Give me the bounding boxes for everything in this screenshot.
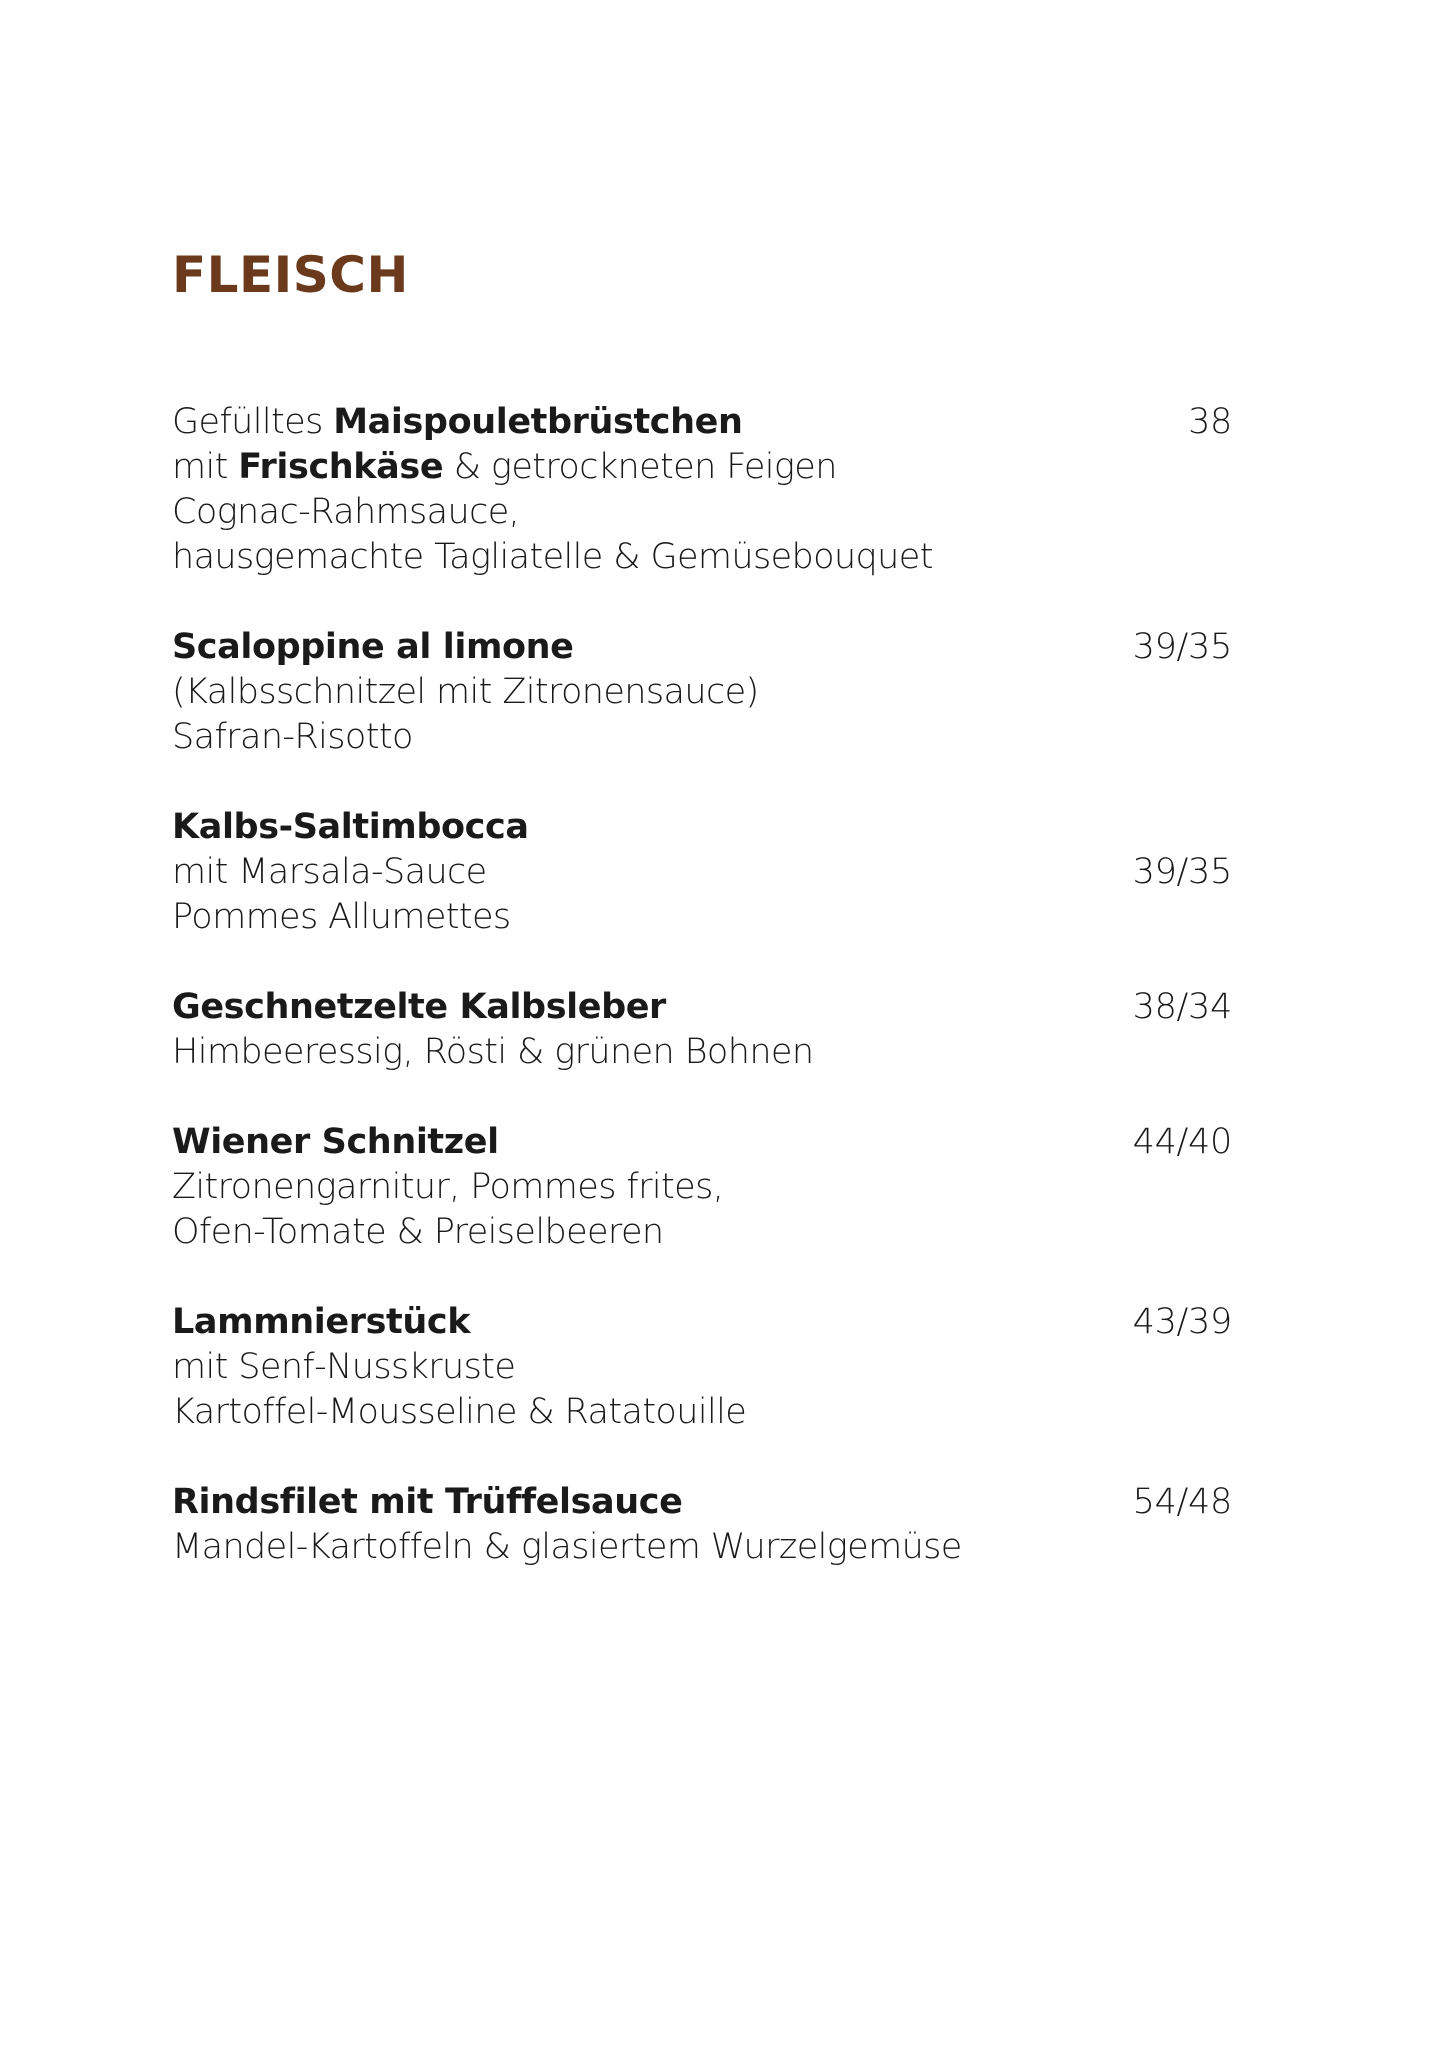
item-text: Zitronengarnitur, Pommes frites, <box>172 1167 724 1207</box>
menu-section-title: FLEISCH <box>172 246 409 304</box>
item-text: Ofen-Tomate & Preiselbeeren <box>172 1212 664 1252</box>
item-name: Rindsfilet mit Trüffelsauce <box>172 1482 683 1522</box>
item-price: 39/35 <box>1132 852 1232 892</box>
item-price: 44/40 <box>1132 1122 1232 1162</box>
item-line <box>172 805 1232 850</box>
item-price: 38 <box>1188 402 1232 442</box>
item-price: 38/34 <box>1132 987 1232 1027</box>
item-text: Gefülltes <box>172 402 334 442</box>
item-text: Cognac-Rahmsauce, <box>172 492 520 532</box>
menu-item <box>172 400 1232 580</box>
item-text: (Kalbsschnitzel mit Zitronensauce) <box>172 672 759 712</box>
item-text: hausgemachte Tagliatelle & Gemüsebouquet <box>172 537 933 577</box>
item-price: 39/35 <box>1132 627 1232 667</box>
item-text: & getrockneten Feigen <box>443 447 837 487</box>
item-line <box>172 490 1232 535</box>
item-name: Geschnetzelte Kalbsleber <box>172 987 666 1027</box>
item-line <box>172 1210 1232 1255</box>
item-line <box>172 625 1232 670</box>
item-line <box>172 1525 1232 1570</box>
item-text: mit Senf-Nusskruste <box>172 1347 516 1387</box>
item-text: Pommes Allumettes <box>172 897 511 937</box>
item-line <box>172 1165 1232 1210</box>
item-text: Mandel-Kartoffeln & glasiertem Wurzelgemüse <box>172 1527 962 1567</box>
item-line <box>172 535 1232 580</box>
item-highlight: Frischkäse <box>238 447 444 487</box>
menu-item <box>172 985 1232 1075</box>
item-price: 43/39 <box>1132 1302 1232 1342</box>
item-text: mit <box>172 447 239 487</box>
menu-item <box>172 625 1232 760</box>
item-line <box>172 400 1232 445</box>
item-line <box>172 1030 1232 1075</box>
item-name: Kalbs-Saltimbocca <box>172 807 529 847</box>
item-line <box>172 850 1232 895</box>
item-line <box>172 445 1232 490</box>
menu-item <box>172 1120 1232 1255</box>
item-text: mit Marsala-Sauce <box>172 852 487 892</box>
item-name: Maispouletbrüstchen <box>333 402 743 442</box>
item-line <box>172 670 1232 715</box>
item-line <box>172 1120 1232 1165</box>
item-name: Lammnierstück <box>172 1302 471 1342</box>
item-name: Scaloppine al limone <box>172 627 574 667</box>
item-line <box>172 1345 1232 1390</box>
menu-item <box>172 1300 1232 1435</box>
menu-item <box>172 1480 1232 1570</box>
item-line <box>172 1480 1232 1525</box>
item-line <box>172 1300 1232 1345</box>
item-price: 54/48 <box>1132 1482 1232 1522</box>
menu-item <box>172 805 1232 940</box>
item-line <box>172 985 1232 1030</box>
item-line <box>172 895 1232 940</box>
item-line <box>172 1390 1232 1435</box>
item-text: Himbeeressig, Rösti & grünen Bohnen <box>172 1032 814 1072</box>
item-text: Safran-Risotto <box>172 717 413 757</box>
item-name: Wiener Schnitzel <box>172 1122 499 1162</box>
item-line <box>172 715 1232 760</box>
item-text: Kartoffel-Mousseline & Ratatouille <box>172 1392 747 1432</box>
